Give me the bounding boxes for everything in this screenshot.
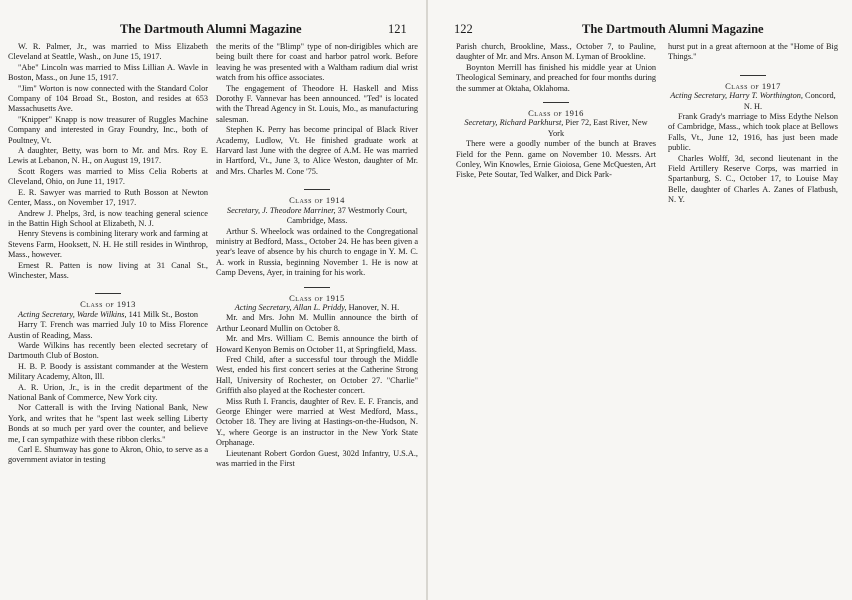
left-column-2 [216,42,418,469]
paragraph: The engagement of Theodore H. Haskell and Miss Dorothy F. Vannevar has been announced. "Ted" is located with the Thread Agency in St. Louis, Mo., as manufacturing salesman. [216,83,418,124]
paragraph: Parish church, Brookline, Mass., October 7, to Pauline, daughter of Mr. and Mrs. Anson M. Lyman of Brookline. [456,42,656,62]
paragraph: Boynton Merrill has finished his middle year at Union Theological Seminary, and preached for four months during the summer at Oktaha, Oklahoma. [456,62,656,93]
right-running-title: The Dartmouth Alumni Magazine [582,22,764,36]
secretary-address: Pier 72, East River, New York [547,118,648,138]
left-column-1 [8,42,208,466]
class-heading: Class of 1913 [80,299,136,310]
paragraph: "Knipper" Knapp is now treasurer of Ruggles Machine Company and interested in Gray Foundry, Inc., both of Poultney, Vt. [8,114,208,145]
class-heading: Class of 1914 [289,195,345,206]
paragraph: Mr. and Mrs. William C. Bemis announce the birth of Howard Kenyon Bemis on October 11, at Springfield, Mass. [216,334,418,354]
paragraph: Carl E. Shumway has gone to Akron, Ohio, to serve as a government aviator in testing [8,445,208,465]
section-divider [95,293,121,294]
secretary-address: Concord, N. H. [743,91,836,111]
paragraph: the merits of the "Blimp" type of non-dirigibles which are being built there for coast and harbor patrol work. Before leaving he was presented with a Waltham radium dial wrist watch from his office associates. [216,42,418,83]
paragraph: Andrew J. Phelps, 3rd, is now teaching general science in the Battin High School at Elizabeth, N. J. [8,208,208,228]
paragraph: Arthur S. Wheelock was ordained to the Congregational ministry at Bedford, Mass., October 24. He has been given a year's leave of absence by his church to engage in Y. M. C. A. work in Russia, beginning November 1. He is now at Camp Devens, Ayer, in training for his work. [216,226,418,278]
paragraph: There were a goodly number of the bunch at Braves Field for the Penn. game on November 10. Messrs. Art Conley, Win Knowles, Ernie Gioiosa, Gene McQuesten, Art Fiske, Pete Soutar, Ted Walker, and Dick Park- [456,139,656,180]
secretary-name: Secretary, J. Theodore Marriner, [226,205,336,215]
paragraph: W. R. Palmer, Jr., was married to Miss Elizabeth Cleveland at Seattle, Wash., on June 15, 1917. [8,42,208,62]
paragraph: A daughter, Betty, was born to Mr. and Mrs. Roy E. Lewis at Lebanon, N. H., on August 19, 1917. [8,146,208,166]
secretary-line [216,206,418,227]
paragraph: Harry T. French was married July 10 to Miss Florence Austin of Reading, Mass. [8,320,208,340]
secretary-line [668,91,838,112]
secretary-name: Acting Secretary, Warde Wilkins, [18,309,127,319]
secretary-name: Secretary, Richard Parkhurst, [464,118,564,128]
paragraph: A. R. Urion, Jr., is in the credit department of the National Bank of Commerce, New York city. [8,382,208,402]
section-divider [740,75,766,76]
secretary-name: Acting Secretary, Allan L. Priddy, [234,302,347,312]
class-heading: Class of 1915 [289,292,345,303]
section-divider [304,189,330,190]
paragraph: Miss Ruth I. Francis, daughter of Rev. E. F. Francis, and George Ehinger were married at West Medford, Mass., October 18. They are living at Hastings-on-the-Hudson, N. Y., where George is an instructor in the New York State Orphanage. [216,396,418,448]
paragraph: Frank Grady's marriage to Miss Edythe Nelson of Cambridge, Mass., which took place at Bellows Falls, Vt., June 12, 1916, has just been made public. [668,112,838,153]
right-page [428,0,852,600]
secretary-line [216,303,418,313]
class-heading: Class of 1917 [725,80,781,91]
section-divider [304,287,330,288]
paragraph: Fred Child, after a successful tour through the Middle West, ended his first concert series at the Catherine Strong Hall, University of Rochester, on October 27. "Charlie" Griffith also played at the Rochester concert. [216,354,418,396]
secretary-name: Acting Secretary, Harry T. Worthington, [670,91,803,101]
paragraph: Mr. and Mrs. John M. Mullin announce the birth of Arthur Leonard Mullin on October 8. [216,313,418,333]
paragraph: hurst put in a great afternoon at the "Home of Big Things." [668,42,838,62]
secretary-address: Hanover, N. H. [346,302,400,312]
secretary-line [456,118,656,139]
paragraph: Stephen K. Perry has become principal of Black River Academy, Ludlow, Vt. He finished graduate work at Harvard last June with the degree of A.M. He was married in Hartford, Vt., June 3, to Alice Weston, daughter of Mr. and Mrs. Charles M. Cone '75. [216,125,418,176]
class-heading: Class of 1916 [528,108,584,119]
section-divider [543,102,569,103]
secretary-line [8,310,208,320]
paragraph: Lieutenant Robert Gordon Guest, 302d Infantry, U.S.A., was married in the First [216,448,418,469]
paragraph: E. R. Sawyer was married to Ruth Bosson at Newton Center, Mass., on November 17, 1917. [8,187,208,208]
paragraph: Charles Wolff, 3d, second lieutenant in the Field Artillery Reserve Corps, was married in Spartanburg, S. C., October 17, to Louise May Belle, daughter of Charles A. Zanes of Flatbush, N. Y. [668,153,838,205]
paragraph: Warde Wilkins has recently been elected secretary of Dartmouth Club of Boston. [8,340,208,361]
paragraph: Henry Stevens is combining literary work and farming at Stevens Farm, Hooksett, N. H. He still resides in Winthrop, Mass., however. [8,229,208,260]
right-page-number: 122 [454,22,473,36]
paragraph: Ernest R. Patten is now living at 31 Canal St., Winchester, Mass. [8,260,208,280]
paragraph: "Jim" Worton is now connected with the Standard Color Company of 104 Broad St., Boston, and resides at 653 Massachusetts Ave. [8,83,208,114]
secretary-address: 37 Westmorly Court, Cambridge, Mass. [286,205,408,226]
paragraph: Scott Rogers was married to Miss Celia Roberts at Cleveland, Ohio, on June 11, 1917. [8,166,208,187]
right-column-2 [668,42,838,206]
paragraph: Nor Catterall is with the Irving National Bank, New York, and writes that he "spent last week selling Liberty Bonds at so much per yard over the counter, and believe me, I can sympathize with these ribbon clerks." [8,403,208,444]
left-running-title: The Dartmouth Alumni Magazine [120,22,302,36]
secretary-address: 141 Milk St., Boston [126,309,198,319]
paragraph: "Abe" Lincoln was married to Miss Lillian A. Wavle in Boston, Mass., on June 15, 1917. [8,62,208,83]
right-column-1 [456,42,656,181]
paragraph: H. B. P. Boody is assistant commander at the Western Military Academy, Alton, Ill. [8,361,208,382]
left-page-number: 121 [388,22,407,36]
